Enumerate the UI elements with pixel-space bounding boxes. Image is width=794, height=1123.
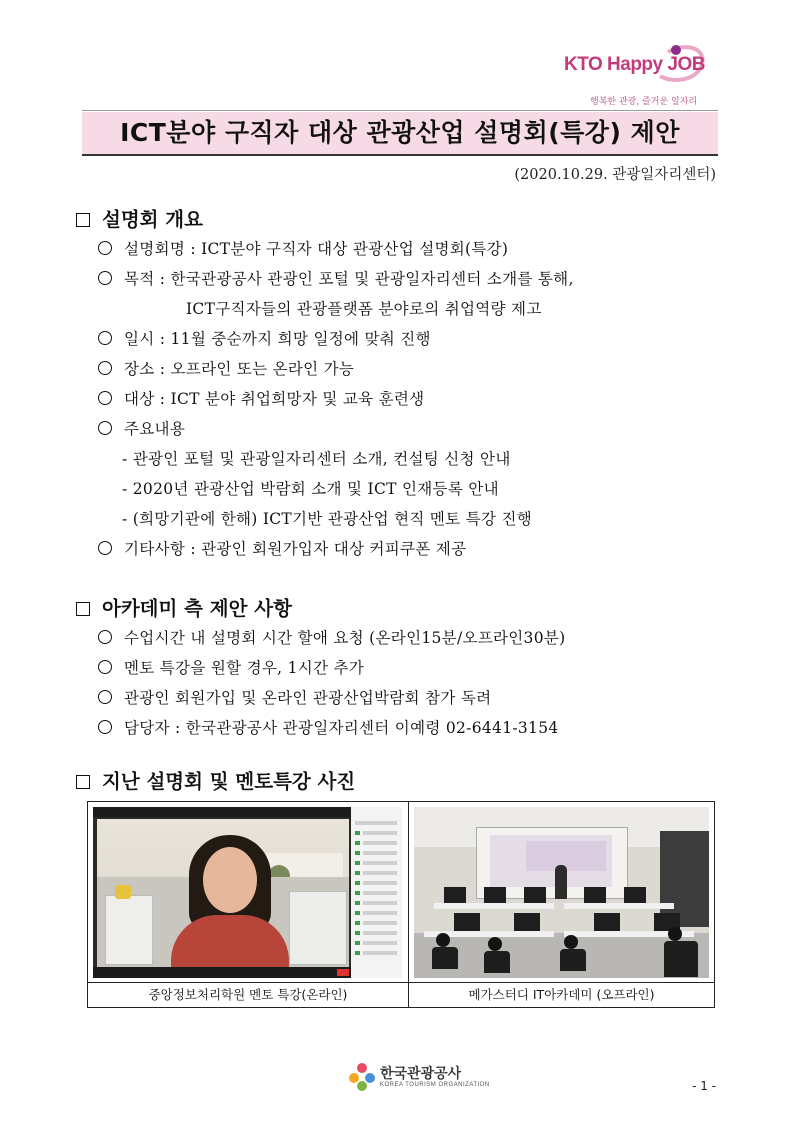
logo-text: KTO Happy JOB — [564, 54, 705, 75]
kto-happy-job-logo — [556, 42, 716, 114]
photo-online-mentor-lecture — [93, 807, 402, 978]
footer-org-name-en: KOREA TOURISM ORGANIZATION — [380, 1082, 490, 1088]
date-line: (2020.10.29. 관광일자리센터) — [514, 167, 716, 183]
list-item: 기타사항 : 관광인 회원가입자 대상 커피쿠폰 제공 — [98, 537, 466, 559]
title-bar — [82, 112, 718, 156]
list-item: 담당자 : 한국관광공사 관광일자리센터 이예령 02-6441-3154 — [98, 716, 559, 738]
page-title: ICT분야 구직자 대상 관광산업 설명회(특강) 제안 — [120, 118, 680, 147]
page-number: - 1 - — [692, 1079, 716, 1093]
list-item: 수업시간 내 설명회 시간 할애 요청 (온라인15분/오프라인30분) — [98, 626, 566, 648]
list-item: 장소 : 오프라인 또는 온라인 가능 — [98, 357, 354, 379]
circle-bullet-icon — [98, 331, 112, 345]
photo-table-column-divider — [408, 801, 409, 1008]
circle-bullet-icon — [98, 541, 112, 555]
logo-tagline: 행복한 관광, 즐거운 일자리 — [590, 97, 698, 107]
sub-item: - 관광인 포털 및 관광일자리센터 소개, 컨설팅 신청 안내 — [122, 450, 511, 468]
circle-bullet-icon — [98, 630, 112, 644]
sub-item: - (희망기관에 한해) ICT기반 관광산업 현직 멘토 특강 진행 — [122, 510, 533, 528]
title-top-rule — [82, 110, 718, 111]
square-bullet-icon — [76, 775, 90, 789]
circle-bullet-icon — [98, 361, 112, 375]
circle-bullet-icon — [98, 391, 112, 405]
list-item: 설명회명 : ICT분야 구직자 대상 관광산업 설명회(특강) — [98, 237, 508, 259]
list-item: 대상 : ICT 분야 취업희망자 및 교육 훈련생 — [98, 387, 424, 409]
section-heading-photos: 지난 설명회 및 멘토특강 사진 — [76, 766, 355, 794]
photo-offline-classroom — [414, 807, 709, 978]
photo-table-row-divider — [87, 982, 715, 983]
list-item: 주요내용 — [98, 417, 185, 439]
kto-emblem-icon — [344, 1058, 380, 1094]
section-heading-overview: 설명회 개요 — [76, 204, 203, 232]
square-bullet-icon — [76, 213, 90, 227]
circle-bullet-icon — [98, 690, 112, 704]
list-item: 목적 : 한국관광공사 관광인 포털 및 관광일자리센터 소개를 통해, — [98, 267, 574, 289]
photo-caption-online: 중앙정보처리학원 멘토 특강(온라인) — [148, 987, 348, 1002]
footer-org-name: 한국관광공사 — [380, 1066, 462, 1082]
list-item: 관광인 회원가입 및 온라인 관광산업박람회 참가 독려 — [98, 686, 491, 708]
list-item-continuation: ICT구직자들의 관광플랫폼 분야로의 취업역량 제고 — [186, 300, 542, 318]
circle-bullet-icon — [98, 271, 112, 285]
section-heading-proposal: 아카데미 측 제안 사항 — [76, 593, 292, 621]
square-bullet-icon — [76, 602, 90, 616]
photo-caption-offline: 메가스터디 IT아카데미 (오프라인) — [468, 987, 655, 1002]
circle-bullet-icon — [98, 660, 112, 674]
list-item: 일시 : 11월 중순까지 희망 일정에 맞춰 진행 — [98, 327, 431, 349]
list-item: 멘토 특강을 원할 경우, 1시간 추가 — [98, 656, 364, 678]
circle-bullet-icon — [98, 720, 112, 734]
sub-item: - 2020년 관광산업 박람회 소개 및 ICT 인재등록 안내 — [122, 480, 499, 498]
circle-bullet-icon — [98, 241, 112, 255]
circle-bullet-icon — [98, 421, 112, 435]
